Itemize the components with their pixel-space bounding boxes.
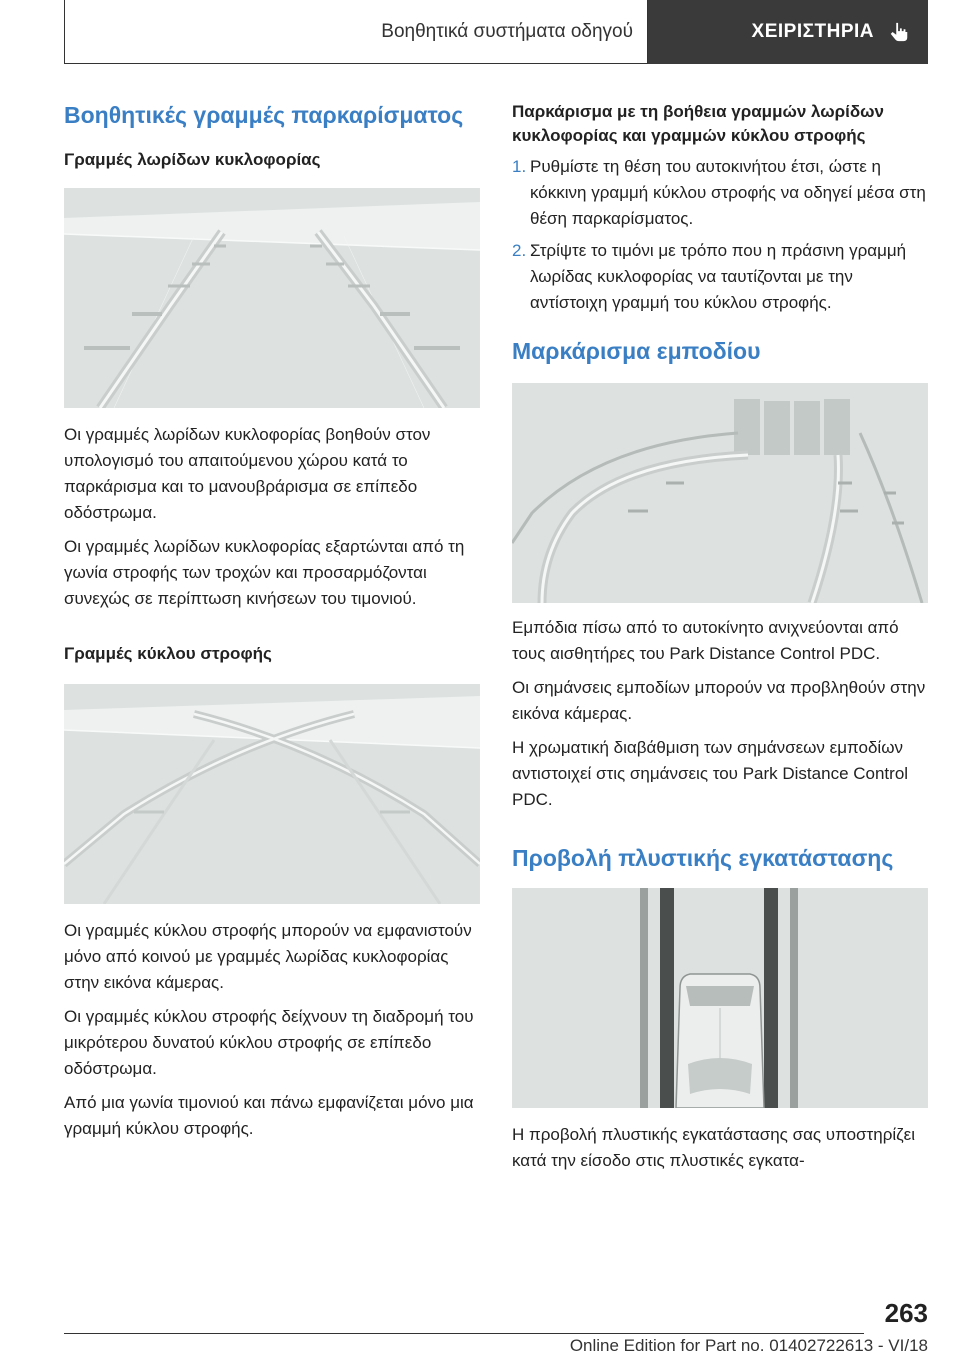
page-header [64, 0, 928, 66]
section-title-car-wash-view: Προβολή πλυστικής εγκατάστασης [512, 845, 894, 871]
section-title-obstacle-marking: Μαρκάρισμα εμποδίου [512, 338, 761, 364]
section-title-parking-lines: Βοηθητικές γραμμές παρκαρίσματος [64, 102, 464, 128]
figure-obstacle-marking [512, 383, 928, 603]
footer-divider [64, 1333, 864, 1334]
step-item [512, 154, 928, 232]
car-wash-illustration [512, 888, 928, 1108]
step-number: 2. [512, 241, 527, 260]
paragraph-car-wash: Η προβολή πλυστικής εγκατάστασης σας υποστηρίζει κατά την είσοδο στις πλυστικές εγκατα- [512, 1125, 916, 1170]
footer-edition: Online Edition for Part no. 01402722613 - VI/18 [569, 1336, 928, 1355]
step-text: Ρυθμίστε τη θέση του αυτοκινήτου έτσι, ώστε η κόκκινη γραμμή κύκλου στροφής να οδηγεί μέσα στη θέση παρκαρίσματος. [530, 157, 926, 228]
step-text: Στρίψτε το τιμόνι με τρόπο που η πράσινη γραμμή λωρίδας κυκλοφορίας να ταυτίζονται με την αντίστοιχη γραμμή του κύκλου στροφής. [530, 241, 907, 312]
paragraph-turning-circle-2: Οι γραμμές κύκλου στροφής δείχνουν τη διαδρομή του μικρότερου δυνατού κύκλου στροφής σε επίπεδο οδόστρωμα. [64, 1007, 474, 1078]
page-number: 263 [884, 1298, 928, 1328]
paragraph-turning-circle-3: Από μια γωνία τιμονιού και πάνω εμφανίζεται μόνο μια γραμμή κύκλου στροφής. [64, 1093, 474, 1138]
figure-car-wash-view [512, 888, 928, 1108]
figure-turning-circle [64, 684, 480, 904]
figure-lane-lines [64, 188, 480, 408]
header-section: Βοηθητικά συστήματα οδηγού [64, 0, 648, 64]
subtitle-parking-with-lines: Παρκάρισμα με τη βοήθεια γραμμών λωρίδων κυκλοφορίας και γραμμών κύκλου στροφής [512, 102, 884, 145]
paragraph-obstacle-3: Η χρωματική διαβάθμιση των σημάνσεων εμποδίων αντιστοιχεί στις σημάνσεις του Park Distance Control PDC. [512, 738, 909, 809]
lane-lines-illustration [64, 188, 480, 408]
turning-circle-illustration [64, 684, 480, 904]
header-chapter-tab [648, 0, 928, 64]
step-number: 1. [512, 157, 527, 176]
paragraph-obstacle-2: Οι σημάνσεις εμποδίων μπορούν να προβληθούν στην εικόνα κάμερας. [512, 678, 926, 723]
paragraph-turning-circle-1: Οι γραμμές κύκλου στροφής μπορούν να εμφανιστούν μόνο από κοινού με γραμμές λωρίδας κυκλοφορίας στην εικόνα κάμερας. [64, 921, 472, 992]
obstacle-marking-illustration [512, 383, 928, 603]
hand-pointer-icon [888, 21, 910, 43]
step-item [512, 238, 928, 316]
right-column [512, 100, 928, 1174]
header-chapter: ΧΕΙΡΙΣΤΗΡΙΑ [751, 21, 874, 42]
paragraph-lane-lines-1: Οι γραμμές λωρίδων κυκλοφορίας βοηθούν στον υπολογισμό του απαιτούμενου χώρου κατά το παρκάρισμα και το μανουβράρισμα σε επίπεδο οδόστρωμα. [64, 425, 431, 522]
paragraph-lane-lines-2: Οι γραμμές λωρίδων κυκλοφορίας εξαρτώνται από τη γωνία στροφής των τροχών και προσαρμόζονται συνεχώς σε περίπτωση κινήσεων του τιμονιού. [64, 537, 465, 608]
left-column [64, 100, 480, 1142]
subtitle-turning-circle: Γραμμές κύκλου στροφής [64, 644, 272, 663]
paragraph-obstacle-1: Εμπόδια πίσω από το αυτοκίνητο ανιχνεύονται από τους αισθητήρες του Park Distance Control PDC. [512, 618, 899, 663]
steps-list [512, 154, 928, 316]
subtitle-lane-lines: Γραμμές λωρίδων κυκλοφορίας [64, 150, 321, 169]
